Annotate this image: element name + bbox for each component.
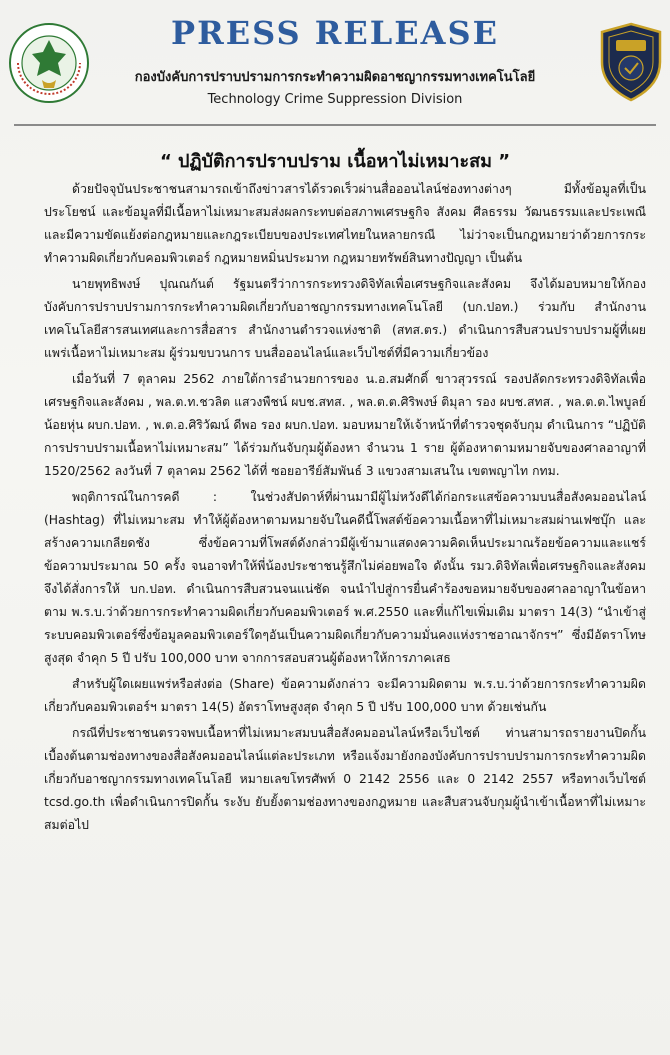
paragraph-4: พฤติการณ์ในการคดี : ในช่วงสัปดาห์ที่ผ่านมามีผู้ไม่หวังดีได้ก่อกระแสข้อความบนสื่อสังคมออนไลน์ (Hashtag) ที่ไม่เหมาะสม ทำให้ผู้ต้องหาตามหมายจับในคดีนี้โพสต์ข้อความเนื้อหาที่ไม่เหมาะสมผ่านเฟซบุ๊ก และสร้างความเกลียดชัง ซึ่งข้อความที่โพสต์ดังกล่าวมีผู้เข้ามาแสดงความคิดเห็นประมาณร้อยข้อความและแชร์ข้อความประมาณ 50 ครั้ง จนอาจทำให้พี่น้องประชาชนรู้สึกไม่ค่อยพอใจ ดังนั้น รมว.ดิจิทัลเพื่อเศรษฐกิจและสังคม จึงได้สั่งการให้ บก.ปอท. ดำเนินการสืบสวนจนแน่ชัด จนนำไปสู่การยื่นคำร้องขอหมายจับของศาลอาญาในข้อหาตาม พ.ร.บ.ว่าด้วยการกระทำความผิดเกี่ยวกับคอมพิวเตอร์ พ.ศ.2550 และที่แก้ไขเพิ่มเติม มาตรา 14(3) “นำเข้าสู่ระบบคอมพิวเตอร์ซึ่งข้อมูลคอมพิวเตอร์ใดๆอันเป็นความผิดเกี่ยวกับความมั่นคงแห่งราชอาณาจักรฯ” ซึ่งมีอัตราโทษสูงสุด จำคุก 5 ปี ปรับ 100,000 บาท จากการสอบสวนผู้ต้องหาให้การภาคเสธ — [44, 490, 646, 665]
paragraph-5: สำหรับผู้ใดเผยแพร่หรือส่งต่อ (Share) ข้อความดังกล่าว จะมีความผิดตาม พ.ร.บ.ว่าด้วยการกระทำความผิดเกี่ยวกับคอมพิวเตอร์ฯ มาตรา 14(5) อัตราโทษสูงสุด จำคุก 5 ปี ปรับ 100,000 บาท ด้วยเช่นกัน — [44, 677, 646, 714]
article-body — [44, 178, 646, 840]
letterhead — [0, 0, 670, 120]
paragraph-3: เมื่อวันที่ 7 ตุลาคม 2562 ภายใต้การอำนวยการของ น.อ.สมศักดิ์ ขาวสุวรรณ์ รองปลัดกระทรวงดิจิทัลเพื่อเศรษฐกิจและสังคม , พล.ต.ท.ชวลิต แสวงพืชน์ ผบช.สทส. , พล.ต.ต.ศิริพงษ์ ติมุลา รอง ผบช.สทส. , พล.ต.ต.ไพบูลย์ น้อยหุ่น ผบก.ปอท. , พ.ต.อ.ศิริวัฒน์ ดีพอ รอง ผบก.ปอท. มอบหมายให้เจ้าหน้าที่ตำรวจชุดจับกุม ดำเนินการ “ปฏิบัติการปราบปรามเนื้อหาไม่เหมาะสม” ได้ร่วมกันจับกุมผู้ต้องหา จำนวน 1 ราย ผู้ต้องหาตามหมายจับของศาลอาญาที่ 1520/2562 ลงวันที่ 7 ตุลาคม 2562 ได้ที่ ซอยอารีย์สัมพันธ์ 3 แขวงสามเสนใน เขตพญาไท กทม. — [44, 372, 646, 478]
paragraph-2: นายพุทธิพงษ์ ปุณณกันต์ รัฐมนตรีว่าการกระทรวงดิจิทัลเพื่อเศรษฐกิจและสังคม จึงได้มอบหมายให้กองบังคับการปราบปรามการกระทำความผิดเกี่ยวกับอาชญากรรมทางเทคโนโลยี (บก.ปอท.) ร่วมกับ สำนักงานเทคโนโลยีสารสนเทศและการสื่อสาร สำนักงานตำรวจแห่งชาติ (สทส.ตร.) ดำเนินการสืบสวนปราบปรามผู้ที่เผยแพร่เนื้อหาไม่เหมาะสม ผู้ร่วมขบวนการ บนสื่อออนไลน์และเว็บไซต์ที่มีความเกี่ยวข้อง — [44, 277, 646, 360]
paragraph-1: ด้วยปัจจุบันประชาชนสามารถเข้าถึงข่าวสารได้รวดเร็วผ่านสื่อออนไลน์ช่องทางต่างๆ มีทั้งข้อมูลที่เป็นประโยชน์ และข้อมูลที่มีเนื้อหาไม่เหมาะสมส่งผลกระทบต่อสภาพเศรษฐกิจ สังคม ศีลธรรม วัฒนธรรมและประเพณี และมีความขัดแย้งต่อกฎหมายและกฎระเบียบของประเทศไทยในหลายกรณี ไม่ว่าจะเป็นกฎหมายว่าด้วยการกระทำความผิดเกี่ยวกับคอมพิวเตอร์ กฎหมายหมิ่นประมาท กฎหมายทรัพย์สินทางปัญญา เป็นต้น — [44, 182, 646, 265]
tcsd-police-badge-icon — [598, 22, 664, 102]
header-divider — [14, 124, 656, 126]
paragraph-6: กรณีที่ประชาชนตรวจพบเนื้อหาที่ไม่เหมาะสมบนสื่อสังคมออนไลน์หรือเว็บไซต์ ท่านสามารถรายงานปิดกั้นเบื้องต้นตามช่องทางของสื่อสังคมออนไลน์แต่ละประเภท หรือแจ้งมายังกองบังคับการปราบปรามการกระทำความผิดเกี่ยวกับอาชญากรรมทางเทคโนโลยี หมายเลขโทรศัพท์ 0 2142 2556 และ 0 2142 2557 หรือทางเว็บไซต์ tcsd.go.th เพื่อดำเนินการปิดกั้น ระงับ ยับยั้งตามช่องทางของกฎหมาย และสืบสวนจับกุมผู้นำเข้าเนื้อหาที่ไม่เหมาะสมต่อไป — [44, 726, 646, 832]
organization-name-thai: กองบังคับการปราบปรามการกระทำความผิดอาชญากรรมทางเทคโนโลยี — [134, 70, 536, 85]
press-release-title: PRESS RELEASE — [171, 14, 499, 52]
organization-name-english: Technology Crime Suppression Division — [207, 92, 463, 107]
headline: “ ปฏิบัติการปราบปราม เนื้อหาไม่เหมาะสม ” — [159, 151, 511, 172]
